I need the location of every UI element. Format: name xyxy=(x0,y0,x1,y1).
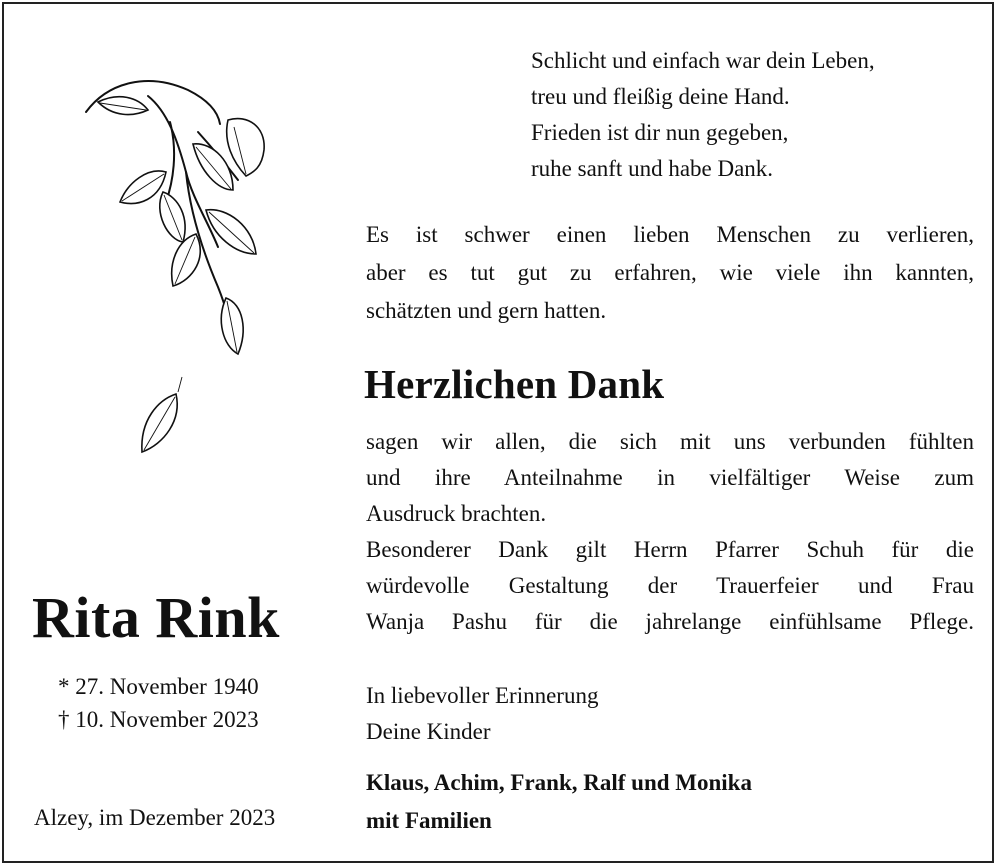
thanks-line: Besonderer Dank gilt Herrn Pfarrer Schuh für die xyxy=(366,537,974,562)
birch-branch-illustration xyxy=(78,72,278,462)
poem-line: Schlicht und einfach war dein Leben, xyxy=(531,48,875,73)
poem-line: treu und fleißig deine Hand. xyxy=(531,84,790,109)
thanks-line: sagen wir allen, die sich mit uns verbunden fühlten xyxy=(366,429,974,454)
life-dates xyxy=(58,670,259,736)
thanks-line: Ausdruck brachten. xyxy=(366,501,547,526)
closing-line-1: In liebevoller Erinnerung xyxy=(366,683,599,708)
thanks-heading: Herzlichen Dank xyxy=(364,361,665,407)
thanks-line: Wanja Pashu für die jahrelange einfühlsame Pflege. xyxy=(366,609,974,634)
poem xyxy=(531,43,875,187)
thanks-line: und ihre Anteilnahme in vielfältiger Weise zum xyxy=(366,465,974,490)
closing-line-2: Deine Kinder xyxy=(366,719,491,744)
death-date: † 10. November 2023 xyxy=(58,707,259,732)
place-and-date: Alzey, im Dezember 2023 xyxy=(34,805,276,830)
thanks-line: würdevolle Gestaltung der Trauerfeier und Frau xyxy=(366,573,974,598)
thanks-paragraph xyxy=(366,424,974,640)
intro-line: schätzten und gern hatten. xyxy=(366,298,607,323)
closing-remembrance xyxy=(366,678,598,750)
intro-line: Es ist schwer einen lieben Menschen zu verlieren, xyxy=(366,222,974,247)
intro-paragraph xyxy=(366,216,974,330)
family-signature xyxy=(366,764,752,840)
intro-line: aber es tut gut zu erfahren, wie viele ihn kannten, xyxy=(366,260,974,285)
birth-date: * 27. November 1940 xyxy=(58,674,259,699)
poem-line: ruhe sanft und habe Dank. xyxy=(531,156,774,181)
deceased-name: Rita Rink xyxy=(32,585,280,650)
family-names: Klaus, Achim, Frank, Ralf und Monika xyxy=(366,770,752,795)
family-suffix: mit Familien xyxy=(366,808,492,833)
poem-line: Frieden ist dir nun gegeben, xyxy=(531,120,789,145)
